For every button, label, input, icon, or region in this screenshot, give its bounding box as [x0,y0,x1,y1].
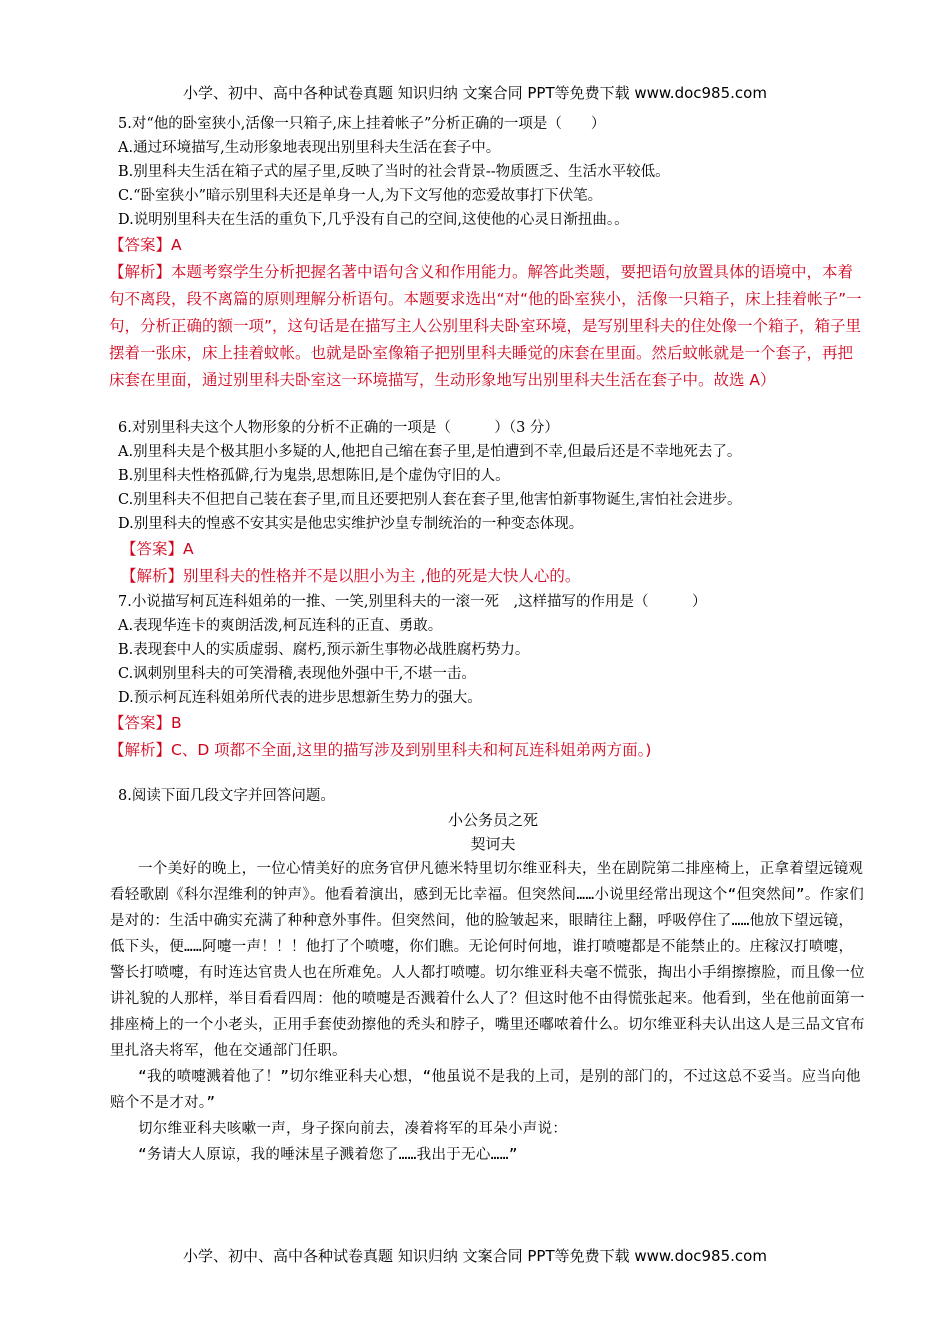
question-5-option-c: C.“卧室狭小”暗示别里科夫还是单身一人,为下文写他的恋爱故事打下伏笔。 [118,188,603,204]
question-7-analysis: 【解析】C、D 项都不全面,这里的描写涉及到别里科夫和柯瓦连科姐弟两方面。) [109,741,652,759]
question-5-option-a: A.通过环境描写,生动形象地表现出别里科夫生活在套子中。 [118,140,501,156]
question-6-option-c: C.别里科夫不但把自己装在套子里,而且还要把别人套在套子里,他害怕新事物诞生,害怕社会进步。 [118,492,742,508]
story-author: 契诃夫 [470,835,516,853]
story-paragraph: “我的喷嚏溅着他了！”切尔维亚科夫心想，“他虽说不是我的上司，是别的部门的，不过这总不妥当。应当向他赔个不是才对。” [110,1069,861,1111]
page-header: 小学、初中、高中各种试卷真题 知识归纳 文案合同 PPT等免费下载 www.doc985.com [183,84,767,102]
story-paragraph: “务请大人原谅，我的唾沫星子溅着您了……我出于无心……” [138,1147,518,1163]
story-title: 小公务员之死 [447,811,538,829]
question-7-option-d: D.预示柯瓦连科姐弟所代表的进步思想新生势力的强大。 [118,690,482,706]
question-7-answer: 【答案】B [109,714,182,732]
question-5-answer: 【答案】A [109,236,182,254]
question-6-option-b: B.别里科夫性格孤僻,行为鬼祟,思想陈旧,是个虚伪守旧的人。 [118,468,510,484]
question-7-option-a: A.表现华连卡的爽朗活泼,柯瓦连科的正直、勇敢。 [118,618,443,634]
question-6-option-d: D.别里科夫的惶惑不安其实是他忠实维护沙皇专制统治的一种变态体现。 [118,516,584,532]
question-7-option-c: C.讽刺别里科夫的可笑滑稽,表现他外强中干,不堪一击。 [118,666,476,682]
question-5-analysis: 【解析】本题考察学生分析把握名著中语句含义和作用能力。解答此类题，要把语句放置具体的语境中，本着句不离段，段不离篇的原则理解分析语句。本题要求选出“对“他的卧室狭小，活像一只箱子，床上挂着帐子”一句，分析正确的额一项”，这句话是在描写主人公别里科夫卧室环境，是写别里科夫的住处像一个箱子，箱子里摆着一张床，床上挂着蚊帐。也就是卧室像箱子把别里科夫睡觉的床套在里面。然后蚊帐就是一个套子，再把床套在里面，通过别里科夫卧室这一环境描写，生动形象地写出别里科夫生活在套子中。故选 A） [109,263,862,389]
question-6-stem: 6.对别里科夫这个人物形象的分析不正确的一项是（ ）（3 分） [118,420,559,436]
story-paragraph: 切尔维亚科夫咳嗽一声，身子探向前去，凑着将军的耳朵小声说： [138,1121,568,1137]
question-7-stem: 7.小说描写柯瓦连科姐弟的一推、一笑,别里科夫的一滚一死 ,这样描写的作用是（ ） [118,594,707,610]
question-5-stem: 5.对“他的卧室狭小,活像一只箱子,床上挂着帐子”分析正确的一项是（ ） [118,116,606,132]
question-6-option-a: A.别里科夫是个极其胆小多疑的人,他把自己缩在套子里,是怕遭到不幸,但最后还是不幸地死去了。 [118,444,742,460]
question-5-option-b: B.别里科夫生活在箱子式的屋子里,反映了当时的社会背景--物质匮乏、生活水平较低。 [118,164,670,180]
page-footer: 小学、初中、高中各种试卷真题 知识归纳 文案合同 PPT等免费下载 www.doc985.com [183,1247,767,1265]
story-paragraph: 一个美好的晚上，一位心情美好的庶务官伊凡德米特里切尔维亚科夫，坐在剧院第二排座椅上，正拿着望远镜观看轻歌剧《科尔涅维利的钟声》。他看着演出，感到无比幸福。但突然间……小说里经常出现这个“但突然间”。作家们是对的：生活中确实充满了种种意外事件。但突然间，他的脸皱起来，眼睛往上翻，呼吸停住了……他放下望远镜，低下头，便……阿嚏一声！！！他打了个喷嚏，你们瞧。无论何时何地，谁打喷嚏都是不能禁止的。庄稼汉打喷嚏，警长打喷嚏，有时连达官贵人也在所难免。人人都打喷嚏。切尔维亚科夫毫不慌张，掏出小手绢擦擦脸，而且像一位讲礼貌的人那样，举目看看四周：他的喷嚏是否溅着什么人了？但这时他不由得慌张起来。他看到，坐在他前面第一排座椅上的一个小老头，正用手套使劲擦他的秃头和脖子，嘴里还嘟哝着什么。切尔维亚科夫认出这人是三品文官布里扎洛夫将军，他在交通部门任职。 [110,861,865,1059]
document-body [109,112,868,1168]
question-6-answer: 【答案】A [121,540,194,558]
question-8-stem: 8.阅读下面几段文字并回答问题。 [118,788,335,804]
question-7-option-b: B.表现套中人的实质虚弱、腐朽,预示新生事物必战胜腐朽势力。 [118,642,530,658]
question-6-analysis: 【解析】别里科夫的性格并不是以胆小为主 ,他的死是大快人心的。 [121,567,581,585]
question-5-option-d: D.说明别里科夫在生活的重负下,几乎没有自己的空间,这使他的心灵日渐扭曲。。 [118,212,629,228]
